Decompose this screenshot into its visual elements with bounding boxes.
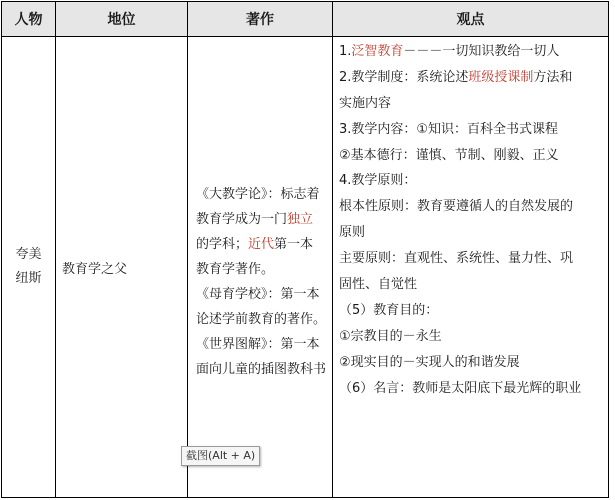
table-row: [2, 37, 609, 498]
person-name-line: 纽斯: [15, 271, 42, 286]
view-line: ②现实目的－实现人的和谐发展: [339, 354, 520, 370]
view-line: 主要原则：直观性、系统性、量力性、巩: [339, 251, 574, 267]
position-cell: [56, 37, 188, 498]
header-works: 著作: [188, 2, 333, 37]
highlight-text: 泛智教育: [351, 44, 404, 59]
view-line: 3.教学内容：①知识：百科全书式课程: [339, 121, 559, 137]
view-line: （6）名言：教师是太阳底下最光辉的职业: [339, 380, 582, 396]
highlight-text: 独立: [287, 212, 314, 227]
person-name-line: 夸美: [15, 247, 42, 262]
view-line: 实施内容: [339, 95, 392, 111]
view-line: 原则: [339, 225, 366, 241]
view-line: 根本性原则：教育要遵循人的自然发展的: [339, 199, 574, 215]
header-person: 人物: [2, 2, 56, 37]
highlight-text: 近代: [248, 237, 275, 252]
screenshot-tooltip: 截图(Alt + A): [181, 446, 260, 466]
person-cell: [2, 37, 56, 498]
work-da-jiaoxuelun: 《大教学论》：标志着教育学成为一门独立的学科；近代第一本教育学著作。: [196, 187, 320, 277]
view-line: 1.泛智教育－－－一切知识教给一切人: [339, 44, 560, 59]
view-line: 4.教学原则：: [339, 173, 417, 189]
works-cell: [188, 37, 333, 498]
content-table: [1, 1, 609, 498]
views-cell: [333, 37, 609, 498]
header-position: 地位: [56, 2, 188, 37]
header-row: [2, 2, 609, 37]
view-line: （5）教育目的：: [339, 302, 439, 318]
work-muyu-xuexiao: 《母育学校》：第一本论述学前教育的著作。: [196, 287, 327, 327]
position-text: 教育学之父: [62, 261, 128, 277]
view-line: 固性、自觉性: [339, 277, 418, 293]
highlight-text: 班级授课制: [468, 69, 534, 85]
header-views: 观点: [333, 2, 609, 37]
view-line: 2.教学制度：系统论述班级授课制方法和: [339, 69, 573, 85]
view-line: ①宗教目的－永生: [339, 328, 442, 344]
view-line: ②基本德行：谨慎、节制、刚毅、正义: [339, 147, 559, 163]
work-shijie-tujie: 《世界图解》：第一本面向儿童的插图教科书: [196, 337, 327, 377]
